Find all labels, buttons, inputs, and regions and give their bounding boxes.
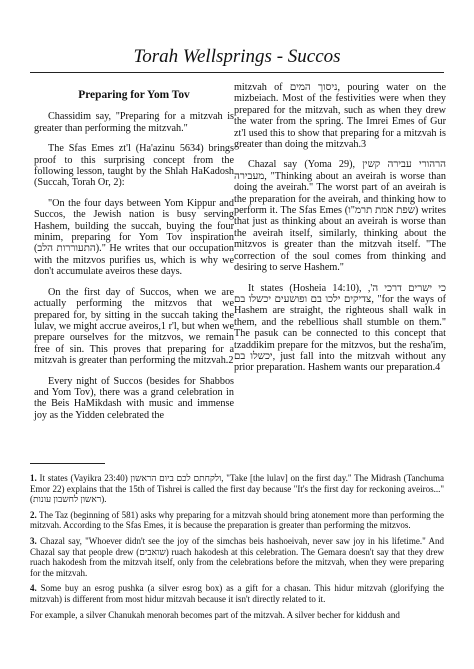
footnote-text: Some buy an esrog pushka (a silver esrog box) as a gift for a chasan. This hidur mitzvah (glorifying the mitzvah) is different from most hidur mitzvah because it isn't directly related to it.	[30, 583, 444, 604]
footnote-number: 4.	[30, 583, 37, 594]
footnote-number: 1.	[30, 473, 37, 483]
body-paragraph: Every night of Succos (besides for Shabbos and Yom Tov), there was a grand celebration in the Beis HaMikdash with music and immense joy as the Yidden celebrated the	[34, 375, 234, 421]
footnote-rule	[30, 463, 105, 464]
footnote	[30, 510, 444, 531]
footnote-text: It states (Vayikra 23:40) ולקחתם לכם ביום הראשון, "Take [the lulav] on the first day." The Midrash (Tanchuma Emor 22) explains that the 15th of Tishrei is called the first day because "It's the first day for reckoning aveiros..." (ראשון לחשבון עונות).	[30, 473, 445, 505]
section-heading: Preparing for Yom Tov	[78, 89, 190, 101]
footnote-number: 2.	[30, 509, 37, 520]
footnote	[30, 610, 444, 621]
footnote-number: 3.	[30, 535, 37, 546]
body-paragraph: "On the four days between Yom Kippur and Succos, the Jewish nation is busy serving Hashem, building the succah, buying the four minim, preparing for Yom Tov inspiration (התעוררות הלב)." He writes that our occupation with the mitzvos purifies us, which is why we don't accumulate aveiros these days.	[34, 197, 234, 278]
footnotes	[30, 473, 444, 625]
left-column	[34, 82, 234, 430]
body-paragraph: On the first day of Succos, when we are actually performing the mitzvos that we prepared for, by sitting in the succah taking the lulav, we might accrue aveiros,1 r'l, but when we prepare ourselves for the mitzvos, we remain free of sin. This proves that preparing for a mitzvah is greater than performing the mitzvah.2	[34, 286, 234, 367]
body-paragraph: It states (Hosheia 14:10), כי ישרים דרכי ה', צדיקים ילכו בם ופושעים יכשלו בם, "for the ways of Hashem are straight, the righteous shall walk in them, and the rebellious shall stumble on them." The pasuk can be connected to this concept that tzaddikim prepare for the mitzvos, but the resha'im, יכשלו בם, just fall into the mitzvah without any prior preparation. Hashem wants our preparation.4	[234, 282, 446, 374]
footnote-text: For example, a silver Chanukah menorah becomes part of the mitzvah. A silver becher for kiddush and	[30, 609, 400, 620]
body-paragraph: Chazal say (Yoma 29), הרהורי עבירה קשין מעבירה, "Thinking about an aveirah is worse than doing the aveirah." The worst part of an aveirah is the preparation for the aveirah, and thinking how to perform it. The Sfas Emes (שפת אמת תרמ"ו) writes that just as thinking about an aveirah is worse than the aveirah itself, similarly, thinking about the mitzvos is greater than the mitzvah itself. "The correction of the soul comes from thinking and desiring to serve Hashem."	[234, 159, 446, 274]
body-paragraph: The Sfas Emes zt'l (Ha'azinu 5634) brings proof to this surprising concept from the following lesson, taught by the Shlah HaKadosh (Succah, Torah Or, 2):	[34, 143, 234, 189]
footnote-text: The Taz (beginning of 581) asks why preparing for a mitzvah should bring atonement more than performing the mitzvah. According to the Sfas Emes, it is because the preparation is greater than performing the mitzvos.	[30, 509, 444, 531]
footnote-text: Chazal say, "Whoever didn't see the joy of the simchas beis hashoeivah, never saw joy in his lifetime." And Chazal say that people drew (שואבים) ruach hakodesh at this celebration. The Gemara doesn't say that they drew ruach hakodesh from the mitzvah itself, only from the celebrations before the mitzvah, when they were preparing for the mitzvah.	[30, 535, 445, 578]
running-header: Torah Wellsprings - Succos	[133, 46, 341, 67]
body-paragraph: mitzvah of ניסוך המים, pouring water on the mizbeiach. Most of the festivities were when they prepared for the mitzvah, such as when they drew the water from the spring. The Imrei Emes of Gur zt'l used this to show that preparing for a mitzvah is greater than doing the mitzvah.3	[234, 82, 446, 151]
footnote	[30, 536, 444, 578]
body-paragraph: Chassidim say, "Preparing for a mitzvah is greater than performing the mitzvah."	[34, 111, 234, 134]
footnote	[30, 473, 444, 505]
header-rule	[30, 72, 444, 73]
right-column	[234, 82, 446, 383]
footnote	[30, 583, 444, 604]
